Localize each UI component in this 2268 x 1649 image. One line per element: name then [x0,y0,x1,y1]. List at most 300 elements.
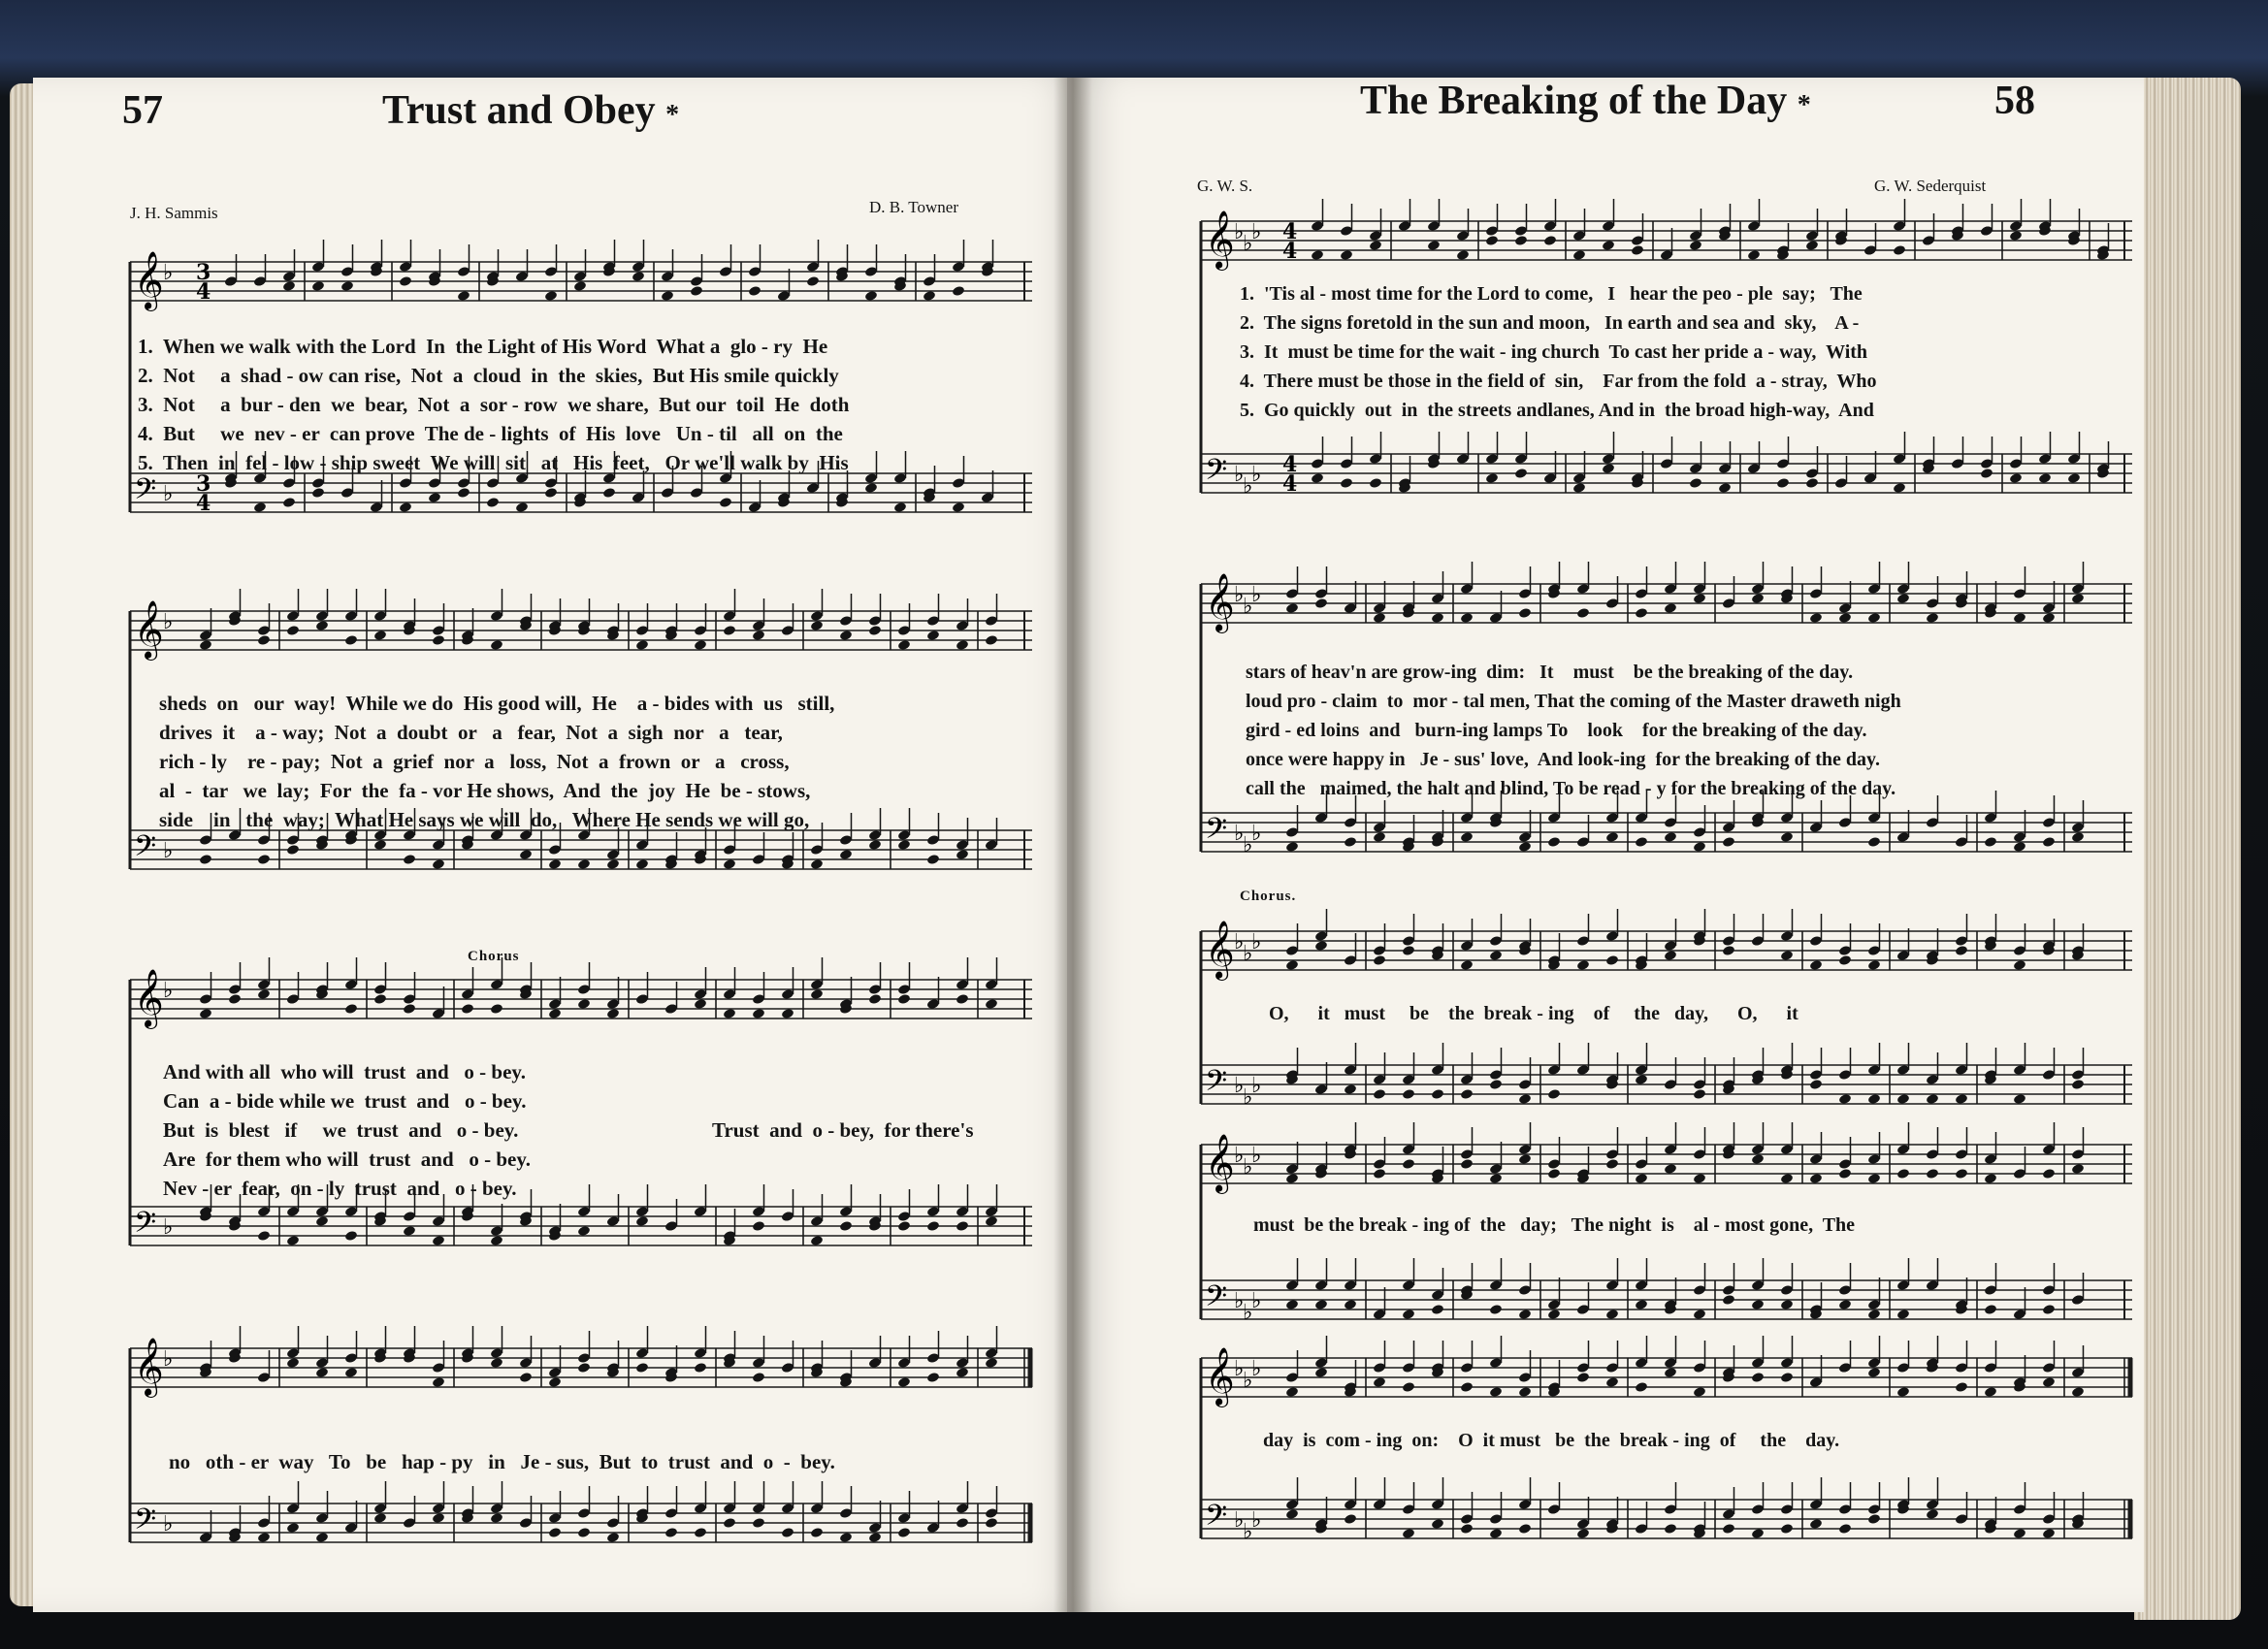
note-head [1518,1153,1532,1165]
note-head [1460,612,1474,624]
note-head [781,1008,794,1019]
key-flat: ♭ [1251,1144,1262,1168]
note-head [723,1517,736,1529]
note-head [2042,836,2056,848]
composer-credit: G. W. Sederquist [1874,177,1987,195]
note-head [635,639,649,651]
note-head [311,280,325,292]
note-head [1780,1299,1794,1310]
note-head [752,1220,765,1232]
note-head [1314,1367,1328,1378]
note-head [544,290,558,302]
note-head [1518,1523,1532,1535]
note-head [1805,477,1819,489]
bass-clef: 𝄢 [134,473,157,513]
note-head [839,849,853,860]
note-head [1373,612,1386,624]
time-signature: 3 [196,471,211,497]
note-head [635,1362,649,1374]
treble-clef: 𝄞 [134,969,164,1027]
note-head [1809,1173,1823,1184]
note-head [2042,1168,2056,1180]
note-head [1984,1304,1997,1315]
key-flat: ♭ [1243,1520,1253,1544]
note-head [1838,1093,1852,1105]
note-head [926,1372,940,1383]
note-head [1605,1376,1619,1388]
note-head [2013,1093,2026,1105]
note-head [1431,1518,1444,1530]
bass-clef: 𝄢 [1205,454,1228,494]
note-head [257,988,271,1000]
time-signature: 4 [196,279,211,305]
note-head [985,1357,998,1369]
note-head [1867,1367,1881,1378]
key-flat: ♭ [1234,1508,1245,1533]
note-head [1776,477,1790,489]
lyric-line: no oth - er way To be hap - py in Je - sus, But to trust and o - bey. [169,1450,835,1473]
note-head [373,630,387,641]
note-head [428,492,441,503]
note-head [548,1376,562,1388]
note-head [868,993,882,1005]
lyric-line: rich - ly re - pay; Not a grief nor a loss, Not a frown or a cross, [159,750,790,773]
note-head [1340,249,1353,261]
note-head [1547,1088,1561,1100]
note-head [1635,1074,1648,1085]
lyric-line: call the maimed, the halt and blind, To be read - y for the breaking of the day. [1246,778,1896,799]
note-head [864,290,878,302]
note-head [1955,1381,1968,1393]
note-head [1896,1309,1910,1320]
note-head [1896,1093,1910,1105]
note-head [1576,607,1590,619]
note-head [403,854,416,865]
note-head [1693,1088,1706,1100]
note-head [748,285,761,297]
note-head [1751,1299,1765,1310]
note-head [694,1527,707,1538]
note-head [1747,249,1761,261]
time-signature: 4 [1282,471,1298,497]
note-head [1722,1523,1735,1535]
key-flat: ♭ [1234,930,1245,954]
key-flat: ♭ [1251,583,1262,607]
verse-block [1246,658,1901,803]
note-head [577,998,591,1010]
lyric-line: 2. Not a shad - ow can rise, Not a cloud in the skies, But His smile quickly [138,364,839,387]
key-flat: ♭ [1251,463,1262,487]
note-head [1314,1299,1328,1310]
note-head [1576,1528,1590,1539]
chorus-label: Chorus. [1240,889,1297,904]
note-head [315,620,329,631]
note-head [1344,1299,1357,1310]
note-head [403,1003,416,1015]
note-head [1867,1513,1881,1525]
note-head [1402,1309,1415,1320]
note-head [956,849,969,860]
note-head [1602,463,1615,474]
note-head [461,1003,474,1015]
note-head [1489,1386,1503,1398]
note-head [956,993,969,1005]
staff-system [1201,1348,2132,1571]
note-head [490,639,503,651]
note-head [1664,1367,1677,1378]
note-head [1664,950,1677,961]
note-head [952,285,965,297]
note-head [632,271,645,282]
note-head [1514,235,1528,246]
note-head [926,854,940,865]
note-head [1635,607,1648,619]
verse-block [138,332,849,477]
lyric-line: 5. Go quickly out in the streets andlanes, And in the broad high-way, And [1240,400,1874,421]
note-head [1602,240,1615,251]
note-head [1896,1386,1910,1398]
key-flat: ♭ [1243,595,1253,619]
note-head [1664,602,1677,614]
note-head [257,1532,271,1543]
note-head [1693,841,1706,853]
note-head [897,993,911,1005]
note-head [1635,1381,1648,1393]
music-system-4 [130,1339,1032,1562]
note-head [1460,1158,1474,1170]
key-flat: ♭ [1234,1144,1245,1168]
note-head [1896,1168,1910,1180]
note-head [1485,235,1499,246]
note-head [2042,1528,2056,1539]
note-head [864,482,878,494]
note-head [1373,1168,1386,1180]
note-head [1751,1153,1765,1165]
note-head [1867,836,1881,848]
note-head [490,1235,503,1246]
note-head [490,1512,503,1524]
music-system-1 [130,233,1032,524]
note-head [373,839,387,851]
note-head [810,988,824,1000]
note-head [519,1372,533,1383]
note-head [1285,602,1299,614]
note-head [403,1225,416,1237]
note-head [457,290,470,302]
note-head [1718,482,1732,494]
note-head [1518,1309,1532,1320]
note-head [1285,1508,1299,1520]
note-head [1311,472,1324,484]
note-head [694,639,707,651]
note-head [868,1532,882,1543]
note-head [257,634,271,646]
note-head [985,1215,998,1227]
note-head [1664,1163,1677,1175]
note-head [432,858,445,870]
note-head [1838,1168,1852,1180]
note-head [1722,836,1735,848]
bass-clef: 𝄢 [134,830,157,870]
lyric-line: 2. The signs foretold in the sun and moon, In earth and sea and sky, A - [1240,312,1860,334]
note-head [1489,1079,1503,1090]
note-head [1402,1528,1415,1539]
time-signature: 4 [1282,239,1298,264]
note-head [1980,468,1993,479]
bass-clef: 𝄢 [134,1207,157,1246]
lyric-line: Can a - bide while we trust and o - bey. [163,1089,527,1113]
note-head [752,1517,765,1529]
note-head [2071,1386,2085,1398]
note-head [432,1235,445,1246]
note-head [1605,831,1619,843]
note-head [1838,1523,1852,1535]
note-head [2067,472,2081,484]
note-head [1689,240,1702,251]
note-head [1635,1173,1648,1184]
note-head [1838,612,1852,624]
note-head [515,501,529,513]
note-head [1635,836,1648,848]
book-gutter [1053,78,1092,1612]
note-head [1955,945,1968,956]
note-head [1722,945,1735,956]
note-head [432,1512,445,1524]
note-head [781,1527,794,1538]
note-head [868,839,882,851]
note-head [1344,1513,1357,1525]
note-head [1489,1173,1503,1184]
time-signature: 4 [196,491,211,516]
time-signature: 4 [1282,219,1298,244]
note-head [315,1367,329,1378]
note-head [1514,468,1528,479]
lyric-line: Trust and o - bey, for there's [712,1118,974,1142]
note-head [2071,593,2085,604]
treble-clef: 𝄞 [134,600,164,659]
note-head [690,285,703,297]
note-head [1809,612,1823,624]
note-head [1369,240,1382,251]
lyric-line: gird - ed loins and burn-ing lamps To look for the breaking of the day. [1246,720,1867,741]
lyric-line: sheds on our way! While we do His good will, He a - bides with us still, [159,692,835,715]
note-head [253,501,267,513]
note-head [1893,482,1906,494]
note-head [810,1235,824,1246]
note-head [1838,954,1852,966]
note-head [286,625,300,636]
note-head [635,1215,649,1227]
note-head [1460,959,1474,971]
key-flat: ♭ [1243,1369,1253,1393]
note-head [719,497,732,508]
hymn-title [1360,78,1811,124]
note-head [2071,831,2085,843]
verse-block [1269,999,1798,1028]
note-head [956,1367,969,1378]
note-head [1402,1088,1415,1100]
key-flat: ♭ [1243,1301,1253,1325]
note-head [286,1235,300,1246]
note-head [1926,612,1939,624]
note-head [1926,1508,1939,1520]
note-head [1809,1079,1823,1090]
key-flat: ♭ [163,610,174,634]
treble-clef: 𝄞 [1205,921,1235,979]
page-number: 57 [122,88,163,133]
note-head [1311,249,1324,261]
lyricist-credit: G. W. S. [1197,177,1253,195]
note-head [1867,959,1881,971]
note-head [839,630,853,641]
note-head [2009,472,2023,484]
note-head [985,1517,998,1529]
note-head [694,998,707,1010]
key-flat: ♭ [1243,942,1253,966]
hymn-title-text: Trust and Obey [382,88,656,133]
note-head [723,1008,736,1019]
note-head [806,275,820,287]
note-head [1780,1523,1794,1535]
left-page [33,78,1090,1612]
lyric-line: 1. When we walk with the Lord In the Light of His Word What a glo - ry He [138,335,828,358]
note-head [199,1008,212,1019]
lyric-line: O, it must be the break - ing of the day, O, it [1269,1003,1798,1024]
note-head [432,634,445,646]
key-flat: ♭ [1234,822,1245,846]
note-head [548,1008,562,1019]
lyric-line: stars of heav'n are grow-ing dim: It must be the breaking of the day. [1246,662,1854,683]
note-head [311,487,325,499]
note-head [399,501,412,513]
note-head [926,1220,940,1232]
note-head [1896,593,1910,604]
note-head [635,858,649,870]
note-head [752,1008,765,1019]
note-head [1431,612,1444,624]
treble-clef: 𝄞 [1205,573,1235,631]
note-head [956,1517,969,1529]
note-head [1373,1088,1386,1100]
treble-clef: 𝄞 [1205,1347,1235,1406]
treble-clef: 𝄞 [134,251,164,309]
note-head [1543,235,1557,246]
note-head [1867,1093,1881,1105]
note-head [1344,1083,1357,1095]
key-flat: ♭ [1243,232,1253,256]
note-head [1751,1528,1765,1539]
note-head [952,501,965,513]
note-head [1805,240,1819,251]
note-head [1460,1523,1474,1535]
note-head [1518,841,1532,853]
note-head [1431,1304,1444,1315]
note-head [486,497,500,508]
music-system-3 [130,970,1032,1261]
note-head [1751,1372,1765,1383]
note-head [1780,1372,1794,1383]
note-head [1547,1168,1561,1180]
note-head [1780,1173,1794,1184]
lyric-line: loud pro - claim to mor - tal men, That the coming of the Master draweth nigh [1246,691,1901,712]
note-head [664,1527,678,1538]
note-head [1664,831,1677,843]
note-head [490,1357,503,1369]
note-head [1576,959,1590,971]
bass-clef: 𝄢 [1205,813,1228,853]
note-head [1867,612,1881,624]
note-head [573,280,587,292]
lyric-line: must be the break - ing of the day; The night is al - most gone, The [1253,1214,1856,1236]
note-head [2071,1163,2085,1175]
key-flat: ♭ [1243,474,1253,499]
note-head [985,998,998,1010]
note-head [897,639,911,651]
key-flat: ♭ [1234,1357,1245,1381]
key-flat: ♭ [163,1215,174,1240]
note-head [810,620,824,631]
music-system-4 [1201,1135,2132,1339]
note-head [839,1220,853,1232]
note-head [490,1003,503,1015]
note-head [897,1376,911,1388]
note-head [548,858,562,870]
note-head [839,1532,853,1543]
treble-clef: 𝄞 [1205,1134,1235,1192]
note-head [1402,945,1415,956]
note-head [228,993,242,1005]
key-flat: ♭ [1251,1074,1262,1098]
lyric-line: Are for them who will trust and o - bey. [163,1148,531,1171]
note-head [199,639,212,651]
note-head [1693,1309,1706,1320]
key-flat: ♭ [1251,930,1262,954]
note-head [897,1527,911,1538]
key-flat: ♭ [1251,822,1262,846]
lyric-line: day is com - ing on: O it must be the break - ing of the day. [1263,1430,1840,1451]
note-head [1431,1088,1444,1100]
note-head [457,487,470,499]
note-head [1693,593,1706,604]
note-head [577,1362,591,1374]
note-head [810,1527,824,1538]
note-head [1285,1299,1299,1310]
note-head [2013,1528,2026,1539]
lyric-line: And with all who will trust and o - bey. [163,1060,526,1083]
lyric-line: Nev - er fear, on - ly trust and o - bey. [163,1177,517,1200]
note-head [956,639,969,651]
note-head [1427,240,1441,251]
title-footnote-mark: * [665,100,680,130]
note-head [577,1225,591,1237]
note-head [1689,477,1702,489]
note-head [1693,1386,1706,1398]
note-head [2013,959,2026,971]
key-flat: ♭ [1243,1155,1253,1180]
note-head [199,854,212,865]
note-head [2009,230,2023,242]
key-flat: ♭ [1234,1289,1245,1313]
refrain-inline [712,1116,974,1145]
note-head [1572,482,1586,494]
note-head [2071,1079,2085,1090]
note-head [606,1532,620,1543]
lyric-line: drives it a - way; Not a doubt or a fear, Not a sigh nor a tear, [159,721,783,744]
note-head [519,849,533,860]
verse-block [159,689,834,834]
note-head [1664,1523,1677,1535]
note-head [985,634,998,646]
